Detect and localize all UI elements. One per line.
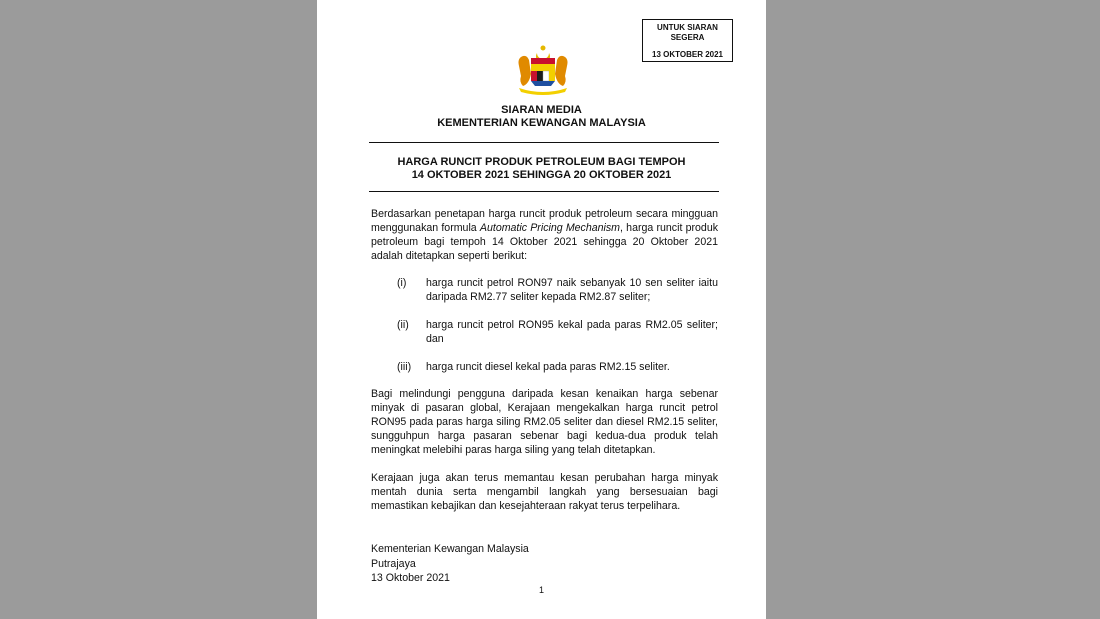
signature-block	[371, 542, 529, 586]
intro-text-italic: Automatic Pricing Mechanism	[479, 222, 621, 234]
release-date: 13 OKTOBER 2021	[652, 50, 723, 59]
release-line-1: UNTUK SIARAN	[657, 23, 718, 32]
list-item-text: harga runcit petrol RON95 kekal pada paras RM2.05 seliter; dan	[426, 319, 718, 345]
list-item-number: (ii)	[397, 319, 409, 331]
release-notice-box	[642, 19, 733, 62]
media-release-header	[317, 104, 766, 130]
page-number: 1	[538, 585, 544, 595]
intro-text-after: , harga runcit produk petroleum bagi tempoh 14 Oktober 2021 sehingga 20 Oktober 2021 adalah ditetapkan seperti berikut:	[371, 222, 719, 262]
signature-org: Kementerian Kewangan Malaysia	[371, 543, 529, 555]
document-page	[317, 0, 766, 619]
divider-top	[369, 142, 719, 143]
release-line-2: SEGERA	[670, 33, 705, 42]
header-line-2: KEMENTERIAN KEWANGAN MALAYSIA	[437, 117, 646, 129]
list-item-text: harga runcit diesel kekal pada paras RM2.15 seliter.	[426, 361, 670, 373]
list-item-number: (i)	[397, 277, 407, 289]
subject-title	[317, 156, 766, 182]
intro-text-before: Berdasarkan penetapan harga runcit produk petroleum secara mingguan menggunakan formula	[371, 208, 718, 234]
signature-date: 13 Oktober 2021	[371, 572, 450, 584]
subject-line-1: HARGA RUNCIT PRODUK PETROLEUM BAGI TEMPOH	[397, 156, 686, 168]
header-line-1: SIARAN MEDIA	[501, 104, 582, 116]
list-item-text: harga runcit petrol RON97 naik sebanyak 10 sen seliter iaitu daripada RM2.77 seliter kepada RM2.87 seliter;	[426, 277, 718, 303]
signature-place: Putrajaya	[371, 557, 416, 570]
monitoring-paragraph: Kerajaan juga akan terus memantau kesan perubahan harga minyak mentah dunia serta mengambil langkah yang bersesuaian bagi memastikan kebajikan dan kesejahteraan rakyat terus terpelihara.	[371, 472, 718, 512]
subject-line-2: 14 OKTOBER 2021 SEHINGGA 20 OKTOBER 2021	[411, 169, 672, 181]
list-item-number: (iii)	[397, 361, 412, 373]
divider-bottom	[369, 191, 719, 192]
subsidy-paragraph: Bagi melindungi pengguna daripada kesan kenaikan harga sebenar minyak di pasaran global, Kerajaan mengekalkan harga runcit petrol RON95 pada paras harga siling RM2.05 seliter dan diesel RM2.15 seliter, sungguhpun harga pasaran sebenar bagi kedua-dua produk telah meningkat melebihi paras harga siling yang telah ditetapkan.	[371, 388, 718, 456]
intro-paragraph	[371, 207, 718, 263]
malaysia-coat-of-arms-icon	[513, 44, 573, 96]
